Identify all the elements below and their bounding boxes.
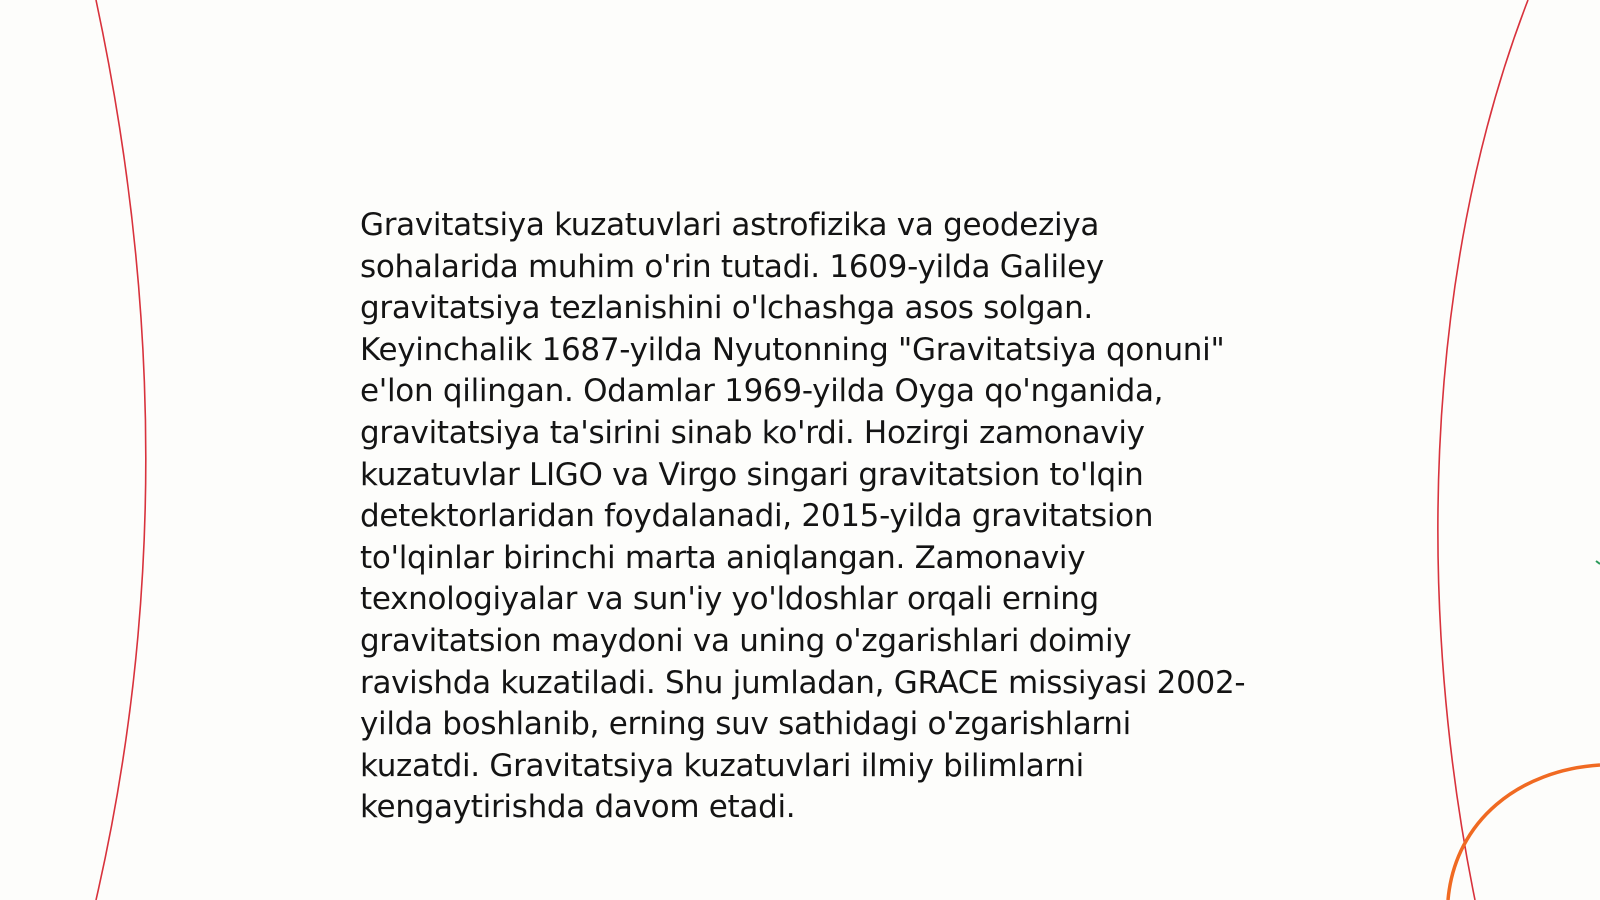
right-curve	[1438, 0, 1528, 900]
green-accent	[1596, 561, 1600, 564]
slide-paragraph: Gravitatsiya kuzatuvlari astrofizika va geodeziya sohalarida muhim o'rin tutadi. 1609-yilda Galiley gravitatsiya tezlanishini o'lchashga asos solgan. Keyinchalik 1687-yilda Nyutonning "Gravitatsiya qonuni" e'lon qilingan. Odamlar 1969-yilda Oyga qo'nganida, gravitatsiya ta'sirini sinab ko'rdi. Hozirgi zamonaviy kuzatuvlar LIGO va Virgo singari gravitatsion to'lqin detektorlaridan foydalanadi, 2015-yilda gravitatsion to'lqinlar birinchi marta aniqlangan. Zamonaviy texnologiyalar va sun'iy yo'ldoshlar orqali erning gravitatsion maydoni va uning o'zgarishlari doimiy ravishda kuzatiladi. Shu jumladan, GRACE missiyasi 2002-yilda boshlanib, erning suv sathidagi o'zgarishlarni kuzatdi. Gravitatsiya kuzatuvlari ilmiy bilimlarni kengaytirishda davom etadi.	[360, 207, 1246, 826]
left-curve	[96, 0, 146, 900]
